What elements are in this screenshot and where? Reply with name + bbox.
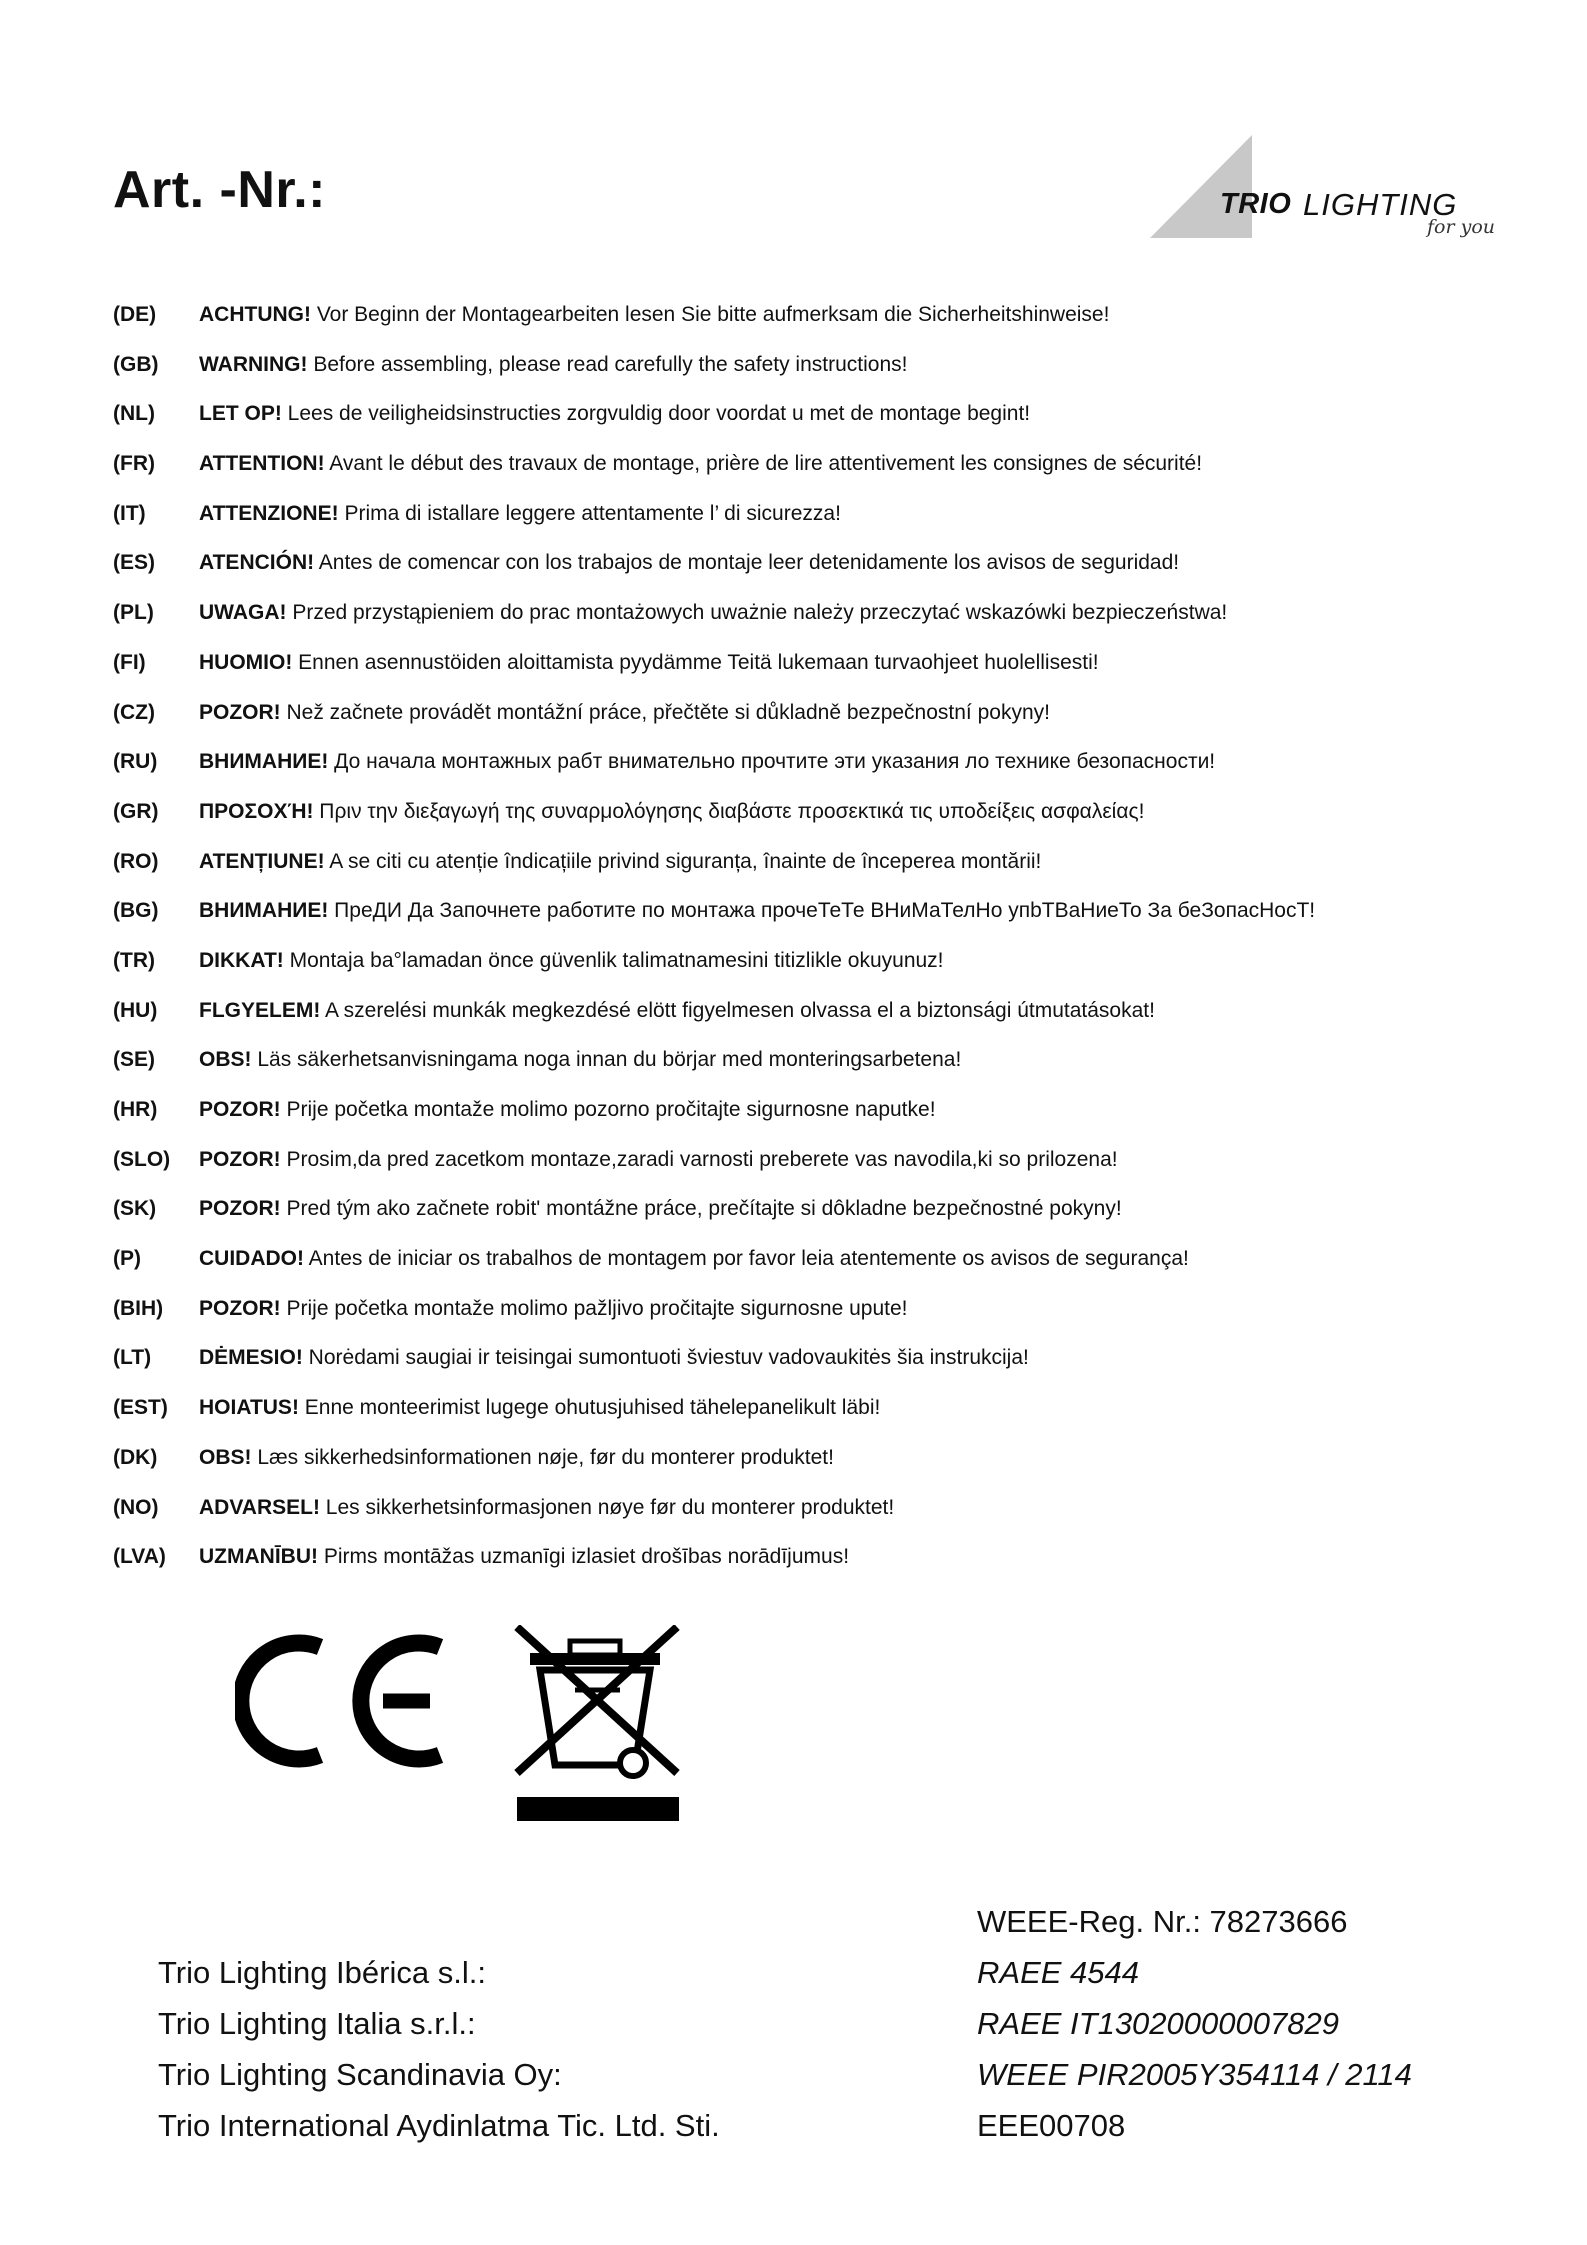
language-code: (EST) (113, 1396, 168, 1420)
registration-list (977, 1896, 1412, 2151)
warning-keyword: ВНИМАНИЕ! (199, 750, 329, 774)
warning-text: ПреДИ Да Започнете работите по монтажа прочеТеТе ВНиМаТелНо упbТВаНиеТо За беЗопасНосТ! (328, 899, 1316, 923)
warning-text: Læs sikkerhedsinformationen nøje, før du monterer produktet! (251, 1445, 834, 1469)
warning-row (113, 893, 1413, 943)
language-code: (BIH) (113, 1296, 164, 1320)
registration-number: RAEE 4544 (977, 1955, 1139, 1990)
weee-crossed-bin-icon (517, 1627, 679, 1821)
warning-keyword: DIKKAT! (199, 948, 284, 972)
language-code: (GB) (113, 352, 159, 376)
warning-row (113, 744, 1413, 794)
warning-text: Przed przystąpieniem do prac montażowych uważnie należy przeczytać wskazówki bezpieczeństwa! (286, 601, 1228, 625)
warning-row (113, 943, 1413, 993)
language-code: (FI) (113, 650, 146, 674)
warning-text: Pirms montāžas uzmanīgi izlasiet drošības norādījumus! (317, 1545, 850, 1569)
warning-keyword: HOIATUS! (199, 1396, 299, 1420)
warning-keyword: HUOMIO! (199, 650, 293, 674)
weee-registration-number: WEEE-Reg. Nr.: 78273666 (977, 1904, 1348, 1939)
warning-text: Ennen asennustöiden aloittamista pyydämme Teitä lukemaan turvaohjeet huolellisesti! (292, 650, 1099, 674)
page-title: Art. -Nr.: (113, 161, 326, 219)
compliance-marks (235, 1625, 715, 1830)
warning-row (113, 645, 1413, 695)
warning-keyword: OBS! (199, 1445, 252, 1469)
warning-row (113, 1241, 1413, 1291)
language-code: (TR) (113, 948, 155, 972)
warning-keyword: ATENȚIUNE! (199, 849, 325, 873)
company-name: Trio International Aydinlatma Tic. Ltd. Sti. (158, 2108, 720, 2143)
ce-mark-icon (241, 1643, 440, 1759)
warning-row (113, 496, 1413, 546)
warning-text: Les sikkerhetsinformasjonen nøye før du monterer produktet! (319, 1495, 895, 1519)
warning-row (113, 1042, 1413, 1092)
warning-keyword: ADVARSEL! (199, 1495, 320, 1519)
language-code: (PL) (113, 601, 154, 625)
warning-text: Prosim,da pred zacetkom montaze,zaradi varnosti preberete vas navodila,ki so prilozena! (280, 1147, 1118, 1171)
warning-row (113, 844, 1413, 894)
warning-row (113, 446, 1413, 496)
language-code: (LVA) (113, 1545, 166, 1569)
logo-lighting-text: LIGHTING (1303, 187, 1458, 222)
language-code: (CZ) (113, 700, 155, 724)
warning-keyword: CUIDADO! (199, 1247, 304, 1271)
warning-row (113, 1191, 1413, 1241)
language-code: (FR) (113, 452, 155, 476)
language-code: (SLO) (113, 1147, 171, 1171)
warning-keyword: ΠΡΟΣΟΧΉ! (199, 799, 314, 823)
warning-text: Prije početka montaže molimo pozorno pročitajte sigurnosne naputke! (280, 1098, 936, 1121)
warning-row (113, 1440, 1413, 1490)
company-name: Trio Lighting Ibérica s.l.: (158, 1955, 486, 1990)
logo-trio-text: TRIO (1220, 188, 1292, 220)
warning-text: Before assembling, please read carefully the safety instructions! (307, 352, 908, 376)
warning-row (113, 695, 1413, 745)
warning-text: A szerelési munkák megkezdésé elött figyelmesen olvassa el a biztonsági útmutatásokat! (320, 998, 1155, 1022)
registration-number: WEEE PIR2005Y354114 / 2114 (977, 2057, 1412, 2092)
registration-number: RAEE IT13020000007829 (977, 2006, 1339, 2041)
warning-keyword: ACHTUNG! (199, 303, 311, 326)
warning-row (113, 297, 1413, 347)
language-code: (SK) (113, 1197, 157, 1221)
warning-keyword: DĖMESIO! (199, 1346, 303, 1370)
warning-text: Antes de comencar con los trabajos de montaje leer detenidamente los avisos de seguridad! (314, 551, 1180, 575)
warning-row (113, 1340, 1413, 1390)
warning-text: Norėdami saugiai ir teisingai sumontuoti šviestuv vadovaukitės šia instrukcija! (302, 1346, 1029, 1370)
logo-tagline: for you (1427, 216, 1496, 238)
warning-text: Vor Beginn der Montagearbeiten lesen Sie bitte aufmerksam die Sicherheitshinweise! (310, 303, 1110, 326)
warning-keyword: POZOR! (199, 1197, 281, 1221)
registration-number: EEE00708 (977, 2108, 1126, 2143)
warning-keyword: LET OP! (199, 402, 282, 426)
warning-text: Pred tým ako začnete robit' montážne práce, prečítajte si dôkladne bezpečnostné pokyny! (280, 1197, 1122, 1221)
warning-row (113, 794, 1413, 844)
warning-keyword: POZOR! (199, 700, 281, 724)
warning-keyword: OBS! (199, 1048, 252, 1072)
warning-text: Antes de iniciar os trabalhos de montagem por favor leia atentemente os avisos de segurança! (304, 1247, 1189, 1271)
language-code: (P) (113, 1247, 141, 1271)
language-code: (NL) (113, 402, 155, 426)
warning-keyword: ATTENZIONE! (199, 501, 339, 525)
company-name: Trio Lighting Scandinavia Oy: (158, 2057, 562, 2092)
trio-lighting-logo (1140, 130, 1520, 250)
warning-text: Prije početka montaže molimo pažljivo pročitajte sigurnosne upute! (280, 1296, 908, 1320)
warning-keyword: POZOR! (199, 1098, 281, 1121)
warning-row (113, 1390, 1413, 1440)
warning-text: Lees de veiligheidsinstructies zorgvuldig door voordat u met de montage begint! (281, 402, 1031, 426)
warning-keyword: UZMANĪBU! (199, 1545, 318, 1569)
language-code: (NO) (113, 1495, 159, 1519)
warning-keyword: FLGYELEM! (199, 998, 321, 1022)
warning-row (113, 595, 1413, 645)
language-code: (IT) (113, 501, 146, 525)
language-code: (HU) (113, 998, 158, 1022)
language-code: (SE) (113, 1048, 155, 1072)
language-code: (DK) (113, 1445, 158, 1469)
company-name: Trio Lighting Italia s.r.l.: (158, 2006, 476, 2041)
language-code: (RO) (113, 849, 159, 873)
warning-row (113, 1142, 1413, 1192)
warning-keyword: POZOR! (199, 1147, 281, 1171)
language-code: (ES) (113, 551, 155, 575)
warning-row (113, 545, 1413, 595)
warning-text: Läs säkerhetsanvisningama noga innan du börjar med monteringsarbetena! (251, 1048, 962, 1072)
warning-row (113, 1539, 1413, 1589)
safety-warnings-list (113, 297, 1413, 1589)
warning-keyword: ATENCIÓN! (199, 551, 315, 575)
warning-text: A se citi cu atenție îndicațiile privind siguranța, înainte de începerea montării! (324, 849, 1042, 873)
warning-row (113, 1490, 1413, 1540)
language-code: (BG) (113, 899, 159, 923)
warning-row (113, 1092, 1413, 1142)
language-code: (DE) (113, 303, 157, 326)
warning-text: До начала монтажных рабт внимательно прочтите эти указания ло технике безопасности! (328, 750, 1216, 774)
warning-keyword: ВНИМАНИЕ! (199, 899, 329, 923)
warning-text: Montaja ba°lamadan önce güvenlik talimatnamesini titizlikle okuyunuz! (283, 948, 944, 972)
company-list (158, 1947, 720, 2151)
warning-row (113, 347, 1413, 397)
language-code: (HR) (113, 1098, 158, 1121)
language-code: (RU) (113, 750, 158, 774)
warning-row (113, 993, 1413, 1043)
warning-row (113, 396, 1413, 446)
warning-text: Avant le début des travaux de montage, prière de lire attentivement les consignes de sécurité! (324, 452, 1203, 476)
warning-keyword: ATTENTION! (199, 452, 325, 476)
warning-text: Prima di istallare leggere attentamente l’ di sicurezza! (338, 501, 841, 525)
warning-row (113, 1291, 1413, 1341)
warning-keyword: UWAGA! (199, 601, 287, 625)
language-code: (LT) (113, 1346, 152, 1370)
warning-text: Než začnete provádět montážní práce, přečtěte si důkladně bezpečnostní pokyny! (280, 700, 1050, 724)
warning-keyword: POZOR! (199, 1296, 281, 1320)
warning-text: Πριν την διεξαγωγή της συναρμολόγησης διαβάστε προσεκτικά τις υποδείξεις ασφαλείας! (313, 799, 1145, 823)
warning-text: Enne monteerimist lugege ohutusjuhised tähelepanelikult läbi! (298, 1396, 881, 1420)
warning-keyword: WARNING! (199, 352, 308, 376)
language-code: (GR) (113, 799, 159, 823)
